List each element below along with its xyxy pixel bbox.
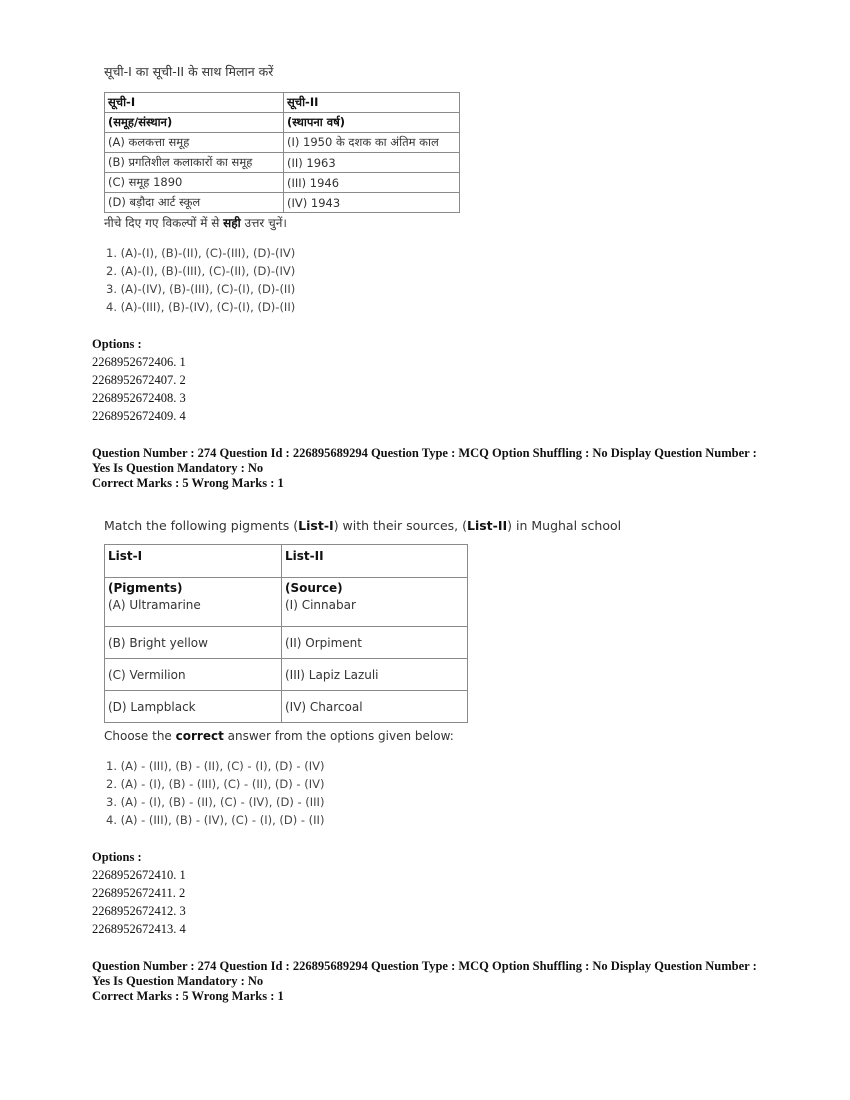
table-row [105,193,460,213]
list-item: 2. (A)-(I), (B)-(III), (C)-(II), (D)-(IV) [106,264,296,278]
table-cell: (A) कलकत्ता समूह [105,133,284,153]
table-cell: (III) 1946 [284,173,460,193]
table-cell: (II) Orpiment [282,627,468,659]
marks-line: Correct Marks : 5 Wrong Marks : 1 [92,989,284,1003]
table-cell: (II) 1963 [284,153,460,173]
table-row [105,153,460,173]
table-header-cell: सूची-II [284,93,460,113]
list-item: 1. (A)-(I), (B)-(II), (C)-(III), (D)-(IV) [106,246,296,260]
q2-choice-list [106,757,324,829]
question-meta-line: Question Number : 274 Question Id : 226895689294 Question Type : MCQ Option Shuffling : No Display Question Number : Yes Is Question Mandatory : No [92,446,757,475]
table-row [105,659,468,691]
q2-match-table [104,544,468,723]
table-cell: (I) Cinnabar [282,598,468,627]
option-line: 2268952672408. 3 [92,391,186,405]
list-item: 4. (A) - (III), (B) - (IV), (C) - (I), (D) - (II) [106,813,325,827]
table-header-cell: (स्थापना वर्ष) [284,113,460,133]
table-cell: (I) 1950 के दशक का अंतिम काल [284,133,460,153]
q2-prompt: Match the following pigments (List-I) with their sources, (List-II) in Mughal school [104,518,622,533]
table-header-cell: List-II [282,545,468,578]
list-item: 3. (A) - (I), (B) - (II), (C) - (IV), (D) - (III) [106,795,325,809]
q1-prompt: सूची-I का सूची-II के साथ मिलान करें [104,64,274,79]
table-cell: (IV) 1943 [284,193,460,213]
table-header-row [105,93,460,113]
q1-match-table [104,92,460,213]
table-cell: (B) Bright yellow [105,627,282,659]
option-line: 2268952672413. 4 [92,922,186,936]
q1-choice-list [106,244,295,316]
table-cell: (A) Ultramarine [105,598,282,627]
table-cell: (III) Lapiz Lazuli [282,659,468,691]
table-header-row [105,545,468,578]
table-cell: (D) बड़ौदा आर्ट स्कूल [105,193,284,213]
option-line: 2268952672409. 4 [92,409,186,423]
list-item: 4. (A)-(III), (B)-(IV), (C)-(I), (D)-(II) [106,300,296,314]
table-subheader-row [105,113,460,133]
table-cell: (C) Vermilion [105,659,282,691]
table-row [105,598,468,627]
list-item: 1. (A) - (III), (B) - (II), (C) - (I), (D) - (IV) [106,759,325,773]
question-meta-line: Question Number : 274 Question Id : 226895689294 Question Type : MCQ Option Shuffling : No Display Question Number : Yes Is Question Mandatory : No [92,959,757,988]
q2-options [92,848,186,938]
table-subheader-row [105,578,468,598]
table-cell: (B) प्रगतिशील कलाकारों का समूह [105,153,284,173]
table-header-cell: (समूह/संस्थान) [105,113,284,133]
question-meta [92,446,772,491]
table-cell: (IV) Charcoal [282,691,468,723]
option-line: 2268952672411. 2 [92,886,186,900]
table-row [105,691,468,723]
table-row [105,627,468,659]
table-cell: (C) समूह 1890 [105,173,284,193]
marks-line: Correct Marks : 5 Wrong Marks : 1 [92,476,284,490]
options-title: Options : [92,850,142,864]
table-cell: (D) Lampblack [105,691,282,723]
table-header-cell: (Pigments) [105,578,282,598]
question-meta [92,959,772,1004]
table-row [105,133,460,153]
table-header-cell: (Source) [282,578,468,598]
option-line: 2268952672407. 2 [92,373,186,387]
list-item: 3. (A)-(IV), (B)-(III), (C)-(I), (D)-(II) [106,282,296,296]
list-item: 2. (A) - (I), (B) - (III), (C) - (II), (D) - (IV) [106,777,325,791]
table-header-cell: List-I [105,545,282,578]
option-line: 2268952672406. 1 [92,355,186,369]
option-line: 2268952672412. 3 [92,904,186,918]
option-line: 2268952672410. 1 [92,868,186,882]
table-row [105,173,460,193]
options-title: Options : [92,337,142,351]
q1-options [92,335,186,425]
table-header-cell: सूची-I [105,93,284,113]
q2-instruction: Choose the correct answer from the options given below: [104,729,454,743]
q1-instruction: नीचे दिए गए विकल्पों में से सही उत्तर चुनें। [104,216,287,230]
